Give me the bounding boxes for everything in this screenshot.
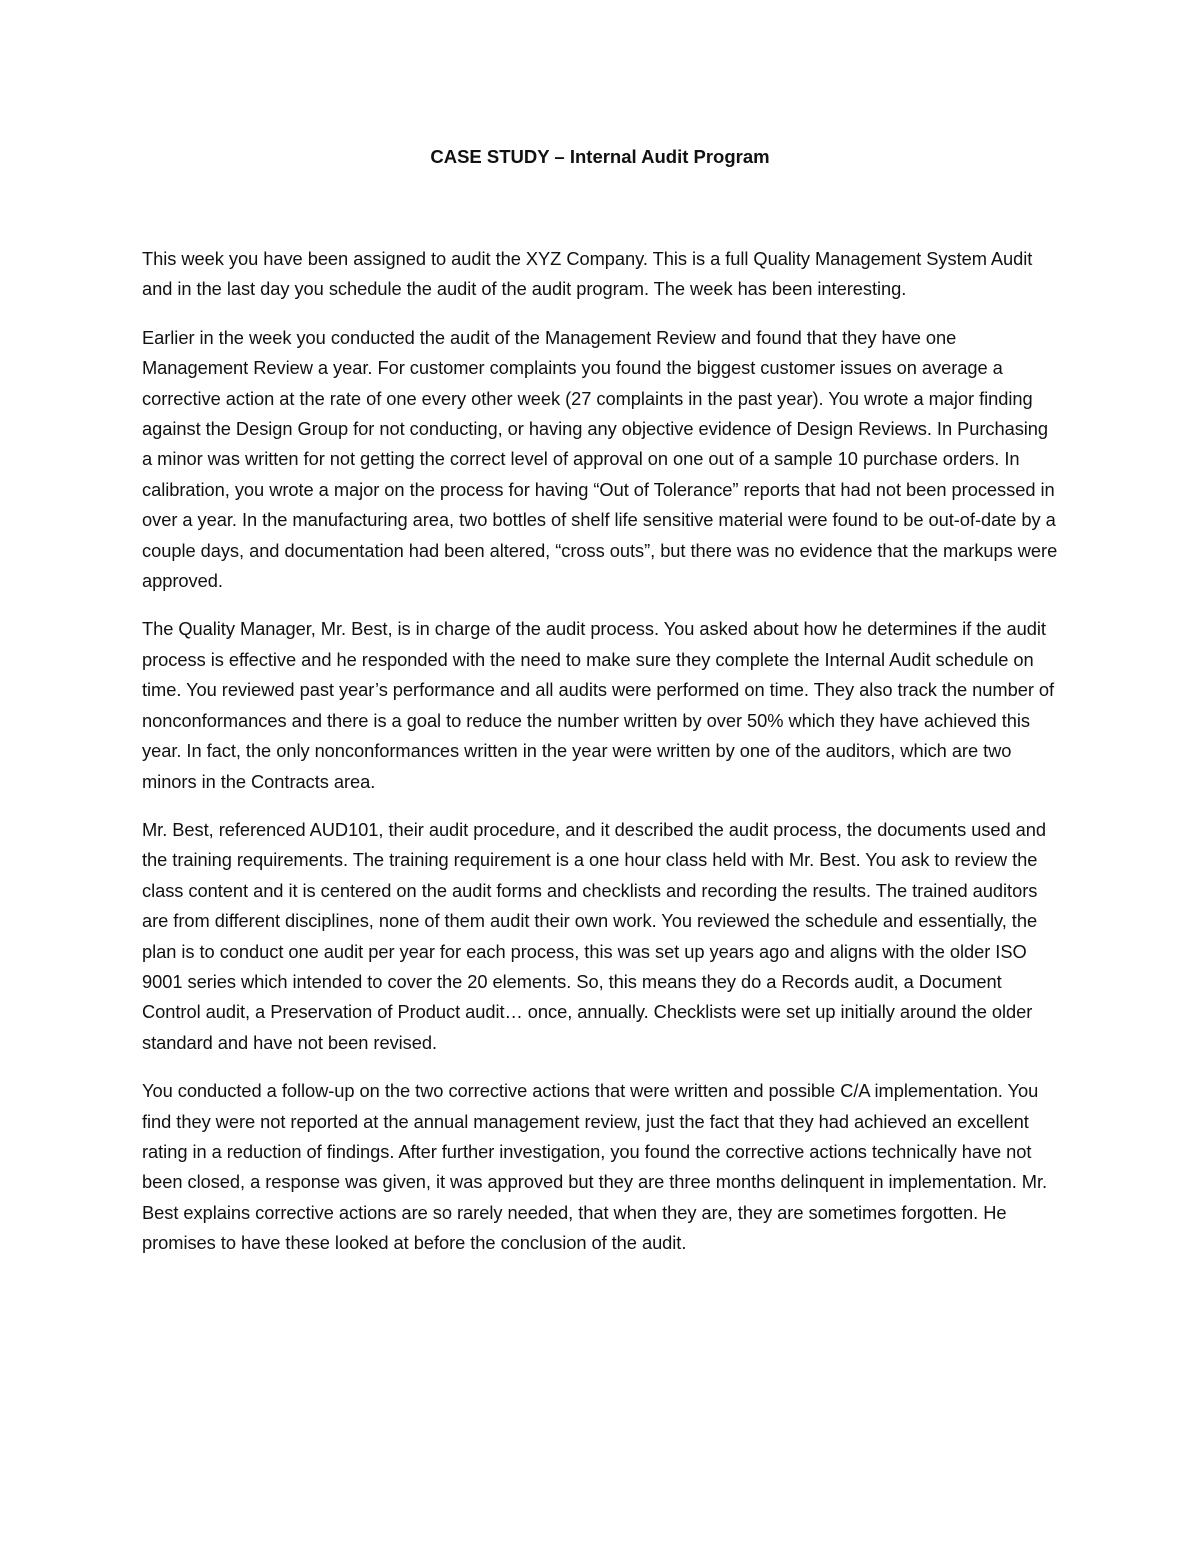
paragraph-findings: Earlier in the week you conducted the audit of the Management Review and found that they have one Management Review a year. For customer complaints you found the biggest customer issues on average a corrective action at the rate of one every other week (27 complaints in the past year). You wrote a major finding against the Design Group for not conducting, or having any objective evidence of Design Reviews. In Purchasing a minor was written for not getting the correct level of approval on one out of a sample 10 purchase orders. In calibration, you wrote a major on the process for having “Out of Tolerance” reports that had not been processed in over a year. In the manufacturing area, two bottles of shelf life sensitive material were found to be out-of-date by a couple days, and documentation had been altered, “cross outs”, but there was no evidence that the markups were approved. [142, 326, 1058, 592]
paragraph-intro: This week you have been assigned to audit the XYZ Company. This is a full Quality Management System Audit and in the last day you schedule the audit of the audit program. The week has been interesting. [142, 248, 1033, 300]
document-body [142, 244, 1062, 1277]
paragraph-quality-manager: The Quality Manager, Mr. Best, is in charge of the audit process. You asked about how he determines if the audit process is effective and he responded with the need to make sure they complete the Internal Audit schedule on time. You reviewed past year’s performance and all audits were performed on time. They also track the number of nonconformances and there is a goal to reduce the number written by over 50% which they have achieved this year. In fact, the only nonconformances written in the year were written by one of the auditors, which are two minors in the Contracts area. [142, 618, 1055, 792]
paragraph-audit-procedure: Mr. Best, referenced AUD101, their audit procedure, and it described the audit process, the documents used and the training requirements. The training requirement is a one hour class held with Mr. Best. You ask to review the class content and it is centered on the audit forms and checklists and recording the results. The trained auditors are from different disciplines, none of them audit their own work. You reviewed the schedule and essentially, the plan is to conduct one audit per year for each process, this was set up years ago and aligns with the older ISO 9001 series which intended to cover the 20 elements. So, this means they do a Records audit, a Document Control audit, a Preservation of Product audit… once, annually. Checklists were set up initially around the older standard and have not been revised. [142, 818, 1047, 1053]
document-title: CASE STUDY – Internal Audit Program [430, 146, 770, 167]
paragraph-follow-up: You conducted a follow-up on the two corrective actions that were written and possible C/A implementation. You find they were not reported at the annual management review, just the fact that they had achieved an excellent rating in a reduction of findings. After further investigation, you found the corrective actions technically have not been closed, a response was given, it was approved but they are three months delinquent in implementation. Mr. Best explains corrective actions are so rarely needed, that when they are, they are sometimes forgotten. He promises to have these looked at before the conclusion of the audit. [142, 1080, 1048, 1254]
